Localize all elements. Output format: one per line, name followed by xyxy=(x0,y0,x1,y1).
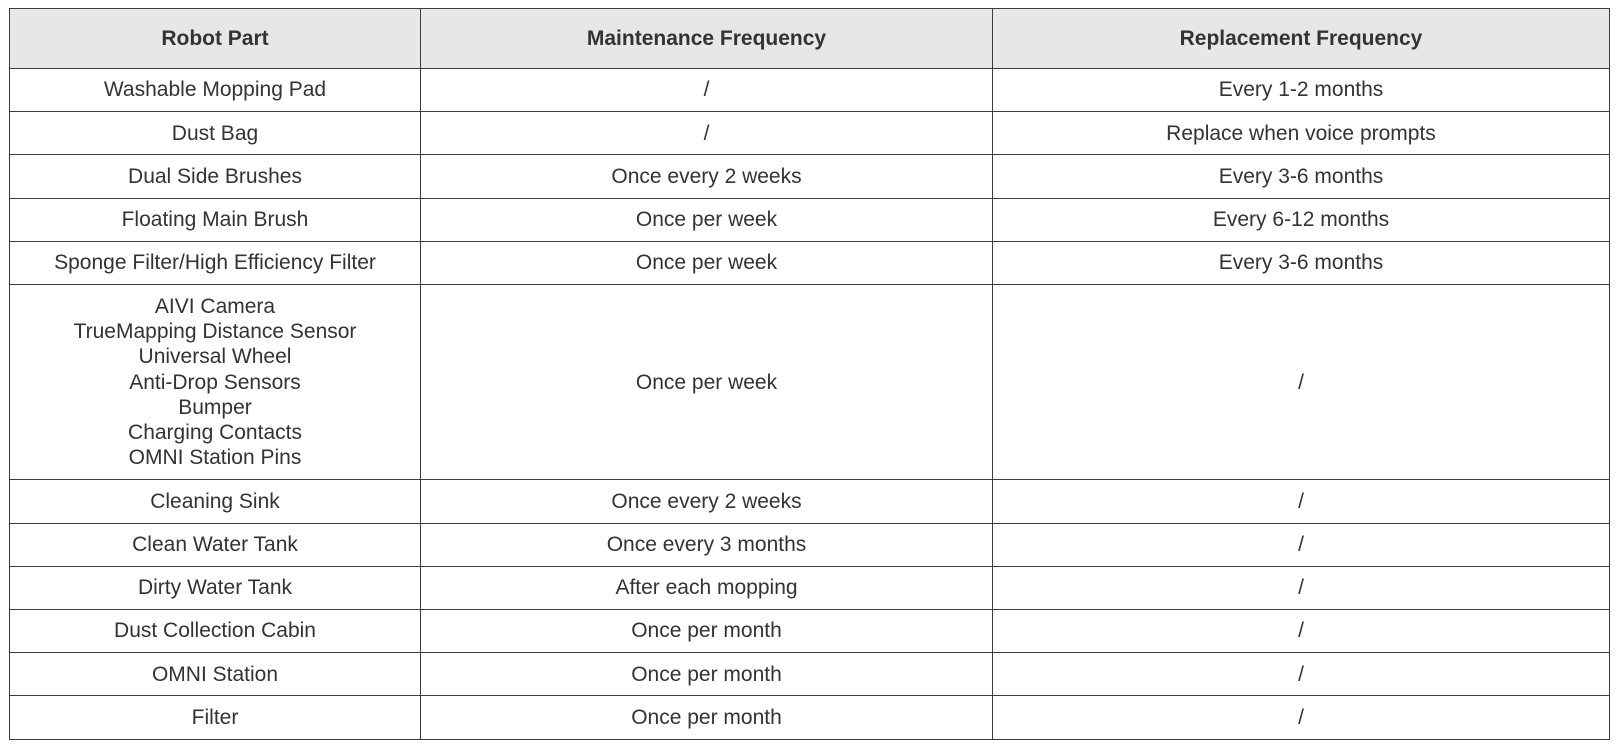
table-row xyxy=(10,284,1610,480)
cell-maintenance: Once per month xyxy=(421,696,993,739)
cell-replacement: Every 1-2 months xyxy=(993,69,1610,112)
part-line: Universal Wheel xyxy=(138,345,292,369)
cell-maintenance: / xyxy=(421,69,993,112)
cell-replacement: / xyxy=(993,284,1610,480)
table-row xyxy=(10,610,1610,653)
cell-maintenance: Once per week xyxy=(421,284,993,480)
cell-replacement: / xyxy=(993,566,1610,609)
cell-maintenance: Once per week xyxy=(421,198,993,241)
cell-part: Sponge Filter/High Efficiency Filter xyxy=(10,241,421,284)
table-row xyxy=(10,241,1610,284)
cell-replacement: / xyxy=(993,696,1610,739)
cell-part-multiline xyxy=(10,284,421,480)
cell-maintenance: Once every 2 weeks xyxy=(421,155,993,198)
cell-part: Washable Mopping Pad xyxy=(10,69,421,112)
table-row xyxy=(10,480,1610,523)
cell-part: Dust Bag xyxy=(10,112,421,155)
cell-replacement: Every 6-12 months xyxy=(993,198,1610,241)
table-body xyxy=(10,69,1610,740)
cell-part: OMNI Station xyxy=(10,653,421,696)
table-row xyxy=(10,653,1610,696)
cell-part: Filter xyxy=(10,696,421,739)
cell-replacement: Every 3-6 months xyxy=(993,241,1610,284)
table-header xyxy=(10,9,1610,69)
part-line: Bumper xyxy=(178,395,252,419)
cell-part: Dirty Water Tank xyxy=(10,566,421,609)
cell-replacement: / xyxy=(993,653,1610,696)
cell-maintenance: Once every 2 weeks xyxy=(421,480,993,523)
header-robot-part: Robot Part xyxy=(10,9,421,69)
cell-part: Cleaning Sink xyxy=(10,480,421,523)
cell-replacement: Replace when voice prompts xyxy=(993,112,1610,155)
part-line: OMNI Station Pins xyxy=(128,446,302,470)
cell-part: Floating Main Brush xyxy=(10,198,421,241)
table-row xyxy=(10,696,1610,739)
part-line: TrueMapping Distance Sensor xyxy=(73,320,357,344)
cell-part: Clean Water Tank xyxy=(10,523,421,566)
table-row xyxy=(10,198,1610,241)
header-maintenance-frequency: Maintenance Frequency xyxy=(421,9,993,69)
cell-maintenance: After each mopping xyxy=(421,566,993,609)
cell-maintenance: Once per month xyxy=(421,610,993,653)
cell-replacement: / xyxy=(993,480,1610,523)
header-row xyxy=(10,9,1610,69)
table-row xyxy=(10,523,1610,566)
table-row xyxy=(10,112,1610,155)
header-replacement-frequency: Replacement Frequency xyxy=(993,9,1610,69)
cell-part: Dual Side Brushes xyxy=(10,155,421,198)
part-line: Charging Contacts xyxy=(128,420,302,444)
table-row xyxy=(10,69,1610,112)
cell-maintenance: Once every 3 months xyxy=(421,523,993,566)
cell-replacement: Every 3-6 months xyxy=(993,155,1610,198)
cell-part: Dust Collection Cabin xyxy=(10,610,421,653)
cell-replacement: / xyxy=(993,610,1610,653)
cell-replacement: / xyxy=(993,523,1610,566)
cell-maintenance: / xyxy=(421,112,993,155)
part-line: Anti-Drop Sensors xyxy=(129,370,301,394)
table-row xyxy=(10,155,1610,198)
cell-maintenance: Once per month xyxy=(421,653,993,696)
maintenance-table xyxy=(9,8,1610,740)
cell-maintenance: Once per week xyxy=(421,241,993,284)
part-line: AIVI Camera xyxy=(154,294,276,318)
table-row xyxy=(10,566,1610,609)
